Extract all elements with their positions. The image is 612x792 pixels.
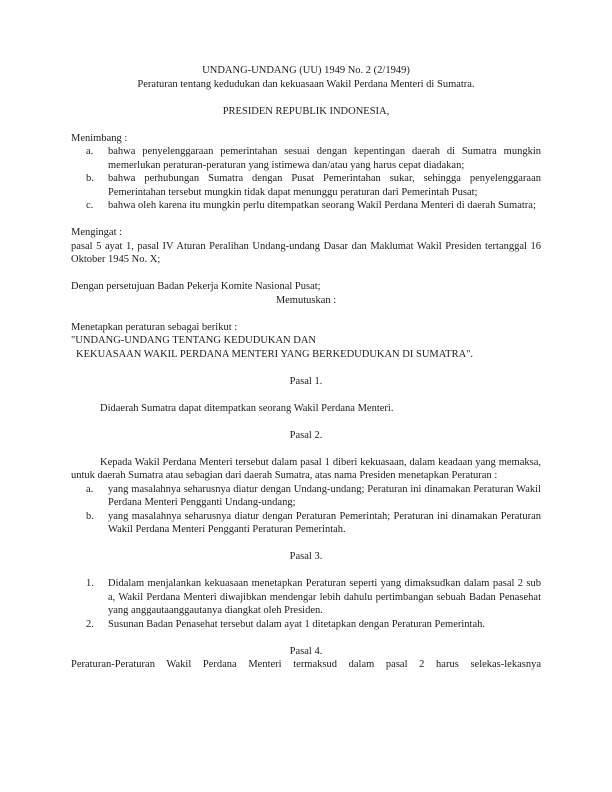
doc-title-line2: Peraturan tentang kedudukan dan kekuasaan Wakil Perdana Menteri di Sumatra. xyxy=(137,78,475,90)
pasal-1-heading: Pasal 1. xyxy=(289,375,323,387)
list-item-text: Susunan Badan Penasehat tersebut dalam ayat 1 ditetapkan dengan Peraturan Pemerintah. xyxy=(108,618,486,630)
pasal-3-heading: Pasal 3. xyxy=(289,551,323,562)
list-item-marker: 2. xyxy=(86,618,94,630)
presiden-heading: PRESIDEN REPUBLIK INDONESIA, xyxy=(222,105,390,117)
persetujuan-text: Dengan persetujuan Badan Pekerja Komite Nasional Pusat; xyxy=(71,281,321,292)
list-item-marker: b. xyxy=(86,173,94,184)
law-title-line1: "UNDANG-UNDANG TENTANG KEDUDUKAN DAN xyxy=(71,335,317,346)
mengingat-label: Mengingat : xyxy=(71,227,123,238)
law-title-line2: KEKUASAAN WAKIL PERDANA MENTERI YANG BERKEDUDUKAN DI SUMATRA". xyxy=(76,348,474,360)
menimbang-label: Menimbang : xyxy=(71,132,128,144)
list-item-marker: c. xyxy=(86,200,94,211)
list-item-text: Didalam menjalankan kekuasaan menetapkan Peraturan seperti yang dimaksudkan dalam pasal 2 sub a, Wakil Perdana Menteri diwajibkan mendengar lebih dahulu pertimbangan sebuah Badan Penasehat yang anggautaanggautanya diangkat oleh Presiden. xyxy=(108,578,541,616)
mengingat-text: pasal 5 ayat 1, pasal IV Aturan Peralihan Undang-undang Dasar dan Maklumat Wakil Presiden tertanggal 16 Oktober 1945 No. X; xyxy=(71,240,541,265)
list-item-marker: a. xyxy=(86,483,94,495)
menimbang-item xyxy=(71,199,541,213)
pasal-3-item xyxy=(71,618,541,632)
list-item-marker: 1. xyxy=(86,578,94,589)
list-item-marker: a. xyxy=(86,146,94,157)
list-item-text: yang masalahnya seharusnya diatur dengan Undang-undang; Peraturan ini dinamakan Peraturan Wakil Perdana Menteri Pengganti Undang-undang; xyxy=(108,483,541,508)
list-item-text: bahwa perhubungan Sumatra dengan Pusat Pemerintahan sukar, sehingga penyelenggaraan Pemerintahan tersebut mungkin tidak dapat menunggu peraturan dari Pemerintah Pusat; xyxy=(108,173,541,198)
pasal-4-heading: Pasal 4. xyxy=(289,645,323,657)
menetapkan-text: Menetapkan peraturan sebagai berikut : xyxy=(71,321,238,333)
pasal-2-intro: Kepada Wakil Perdana Menteri tersebut dalam pasal 1 diberi kekuasaan, dalam keadaan yang memaksa, untuk daerah Sumatra atau sebagian dari daerah Sumatra, atas nama Presiden menetapkan Peraturan : xyxy=(71,456,541,481)
menimbang-item xyxy=(71,145,541,172)
list-item-text: bahwa oleh karena itu mungkin perlu ditempatkan seorang Wakil Perdana Menteri di daerah Sumatra; xyxy=(108,200,536,211)
pasal-3-item xyxy=(71,577,541,618)
list-item-text: bahwa penyelenggaraan pemerintahan sesuai dengan kepentingan daerah di Sumatra mungkin memerlukan peraturan-peraturan yang istimewa dan/atau yang harus cepat diadakan; xyxy=(108,146,541,171)
pasal-2-item xyxy=(71,510,541,537)
list-item-marker: b. xyxy=(86,510,94,522)
doc-title-line1: UNDANG-UNDANG (UU) 1949 No. 2 (2/1949) xyxy=(202,65,410,76)
pasal-2-item xyxy=(71,483,541,510)
memutuskan-heading: Memutuskan : xyxy=(275,294,337,306)
list-item-text: yang masalahnya seharusnya diatur dengan Peraturan Pemerintah; Peraturan ini dinamakan Peraturan Wakil Perdana Menteri Pengganti Peraturan Pemerintah. xyxy=(108,510,541,535)
pasal-2-heading: Pasal 2. xyxy=(289,429,323,441)
pasal-1-text: Didaerah Sumatra dapat ditempatkan seorang Wakil Perdana Menteri. xyxy=(100,402,394,414)
menimbang-item xyxy=(71,172,541,199)
pasal-4-text: Peraturan-Peraturan Wakil Perdana Menteri termaksud dalam pasal 2 harus selekas-lekasnya xyxy=(71,659,541,670)
